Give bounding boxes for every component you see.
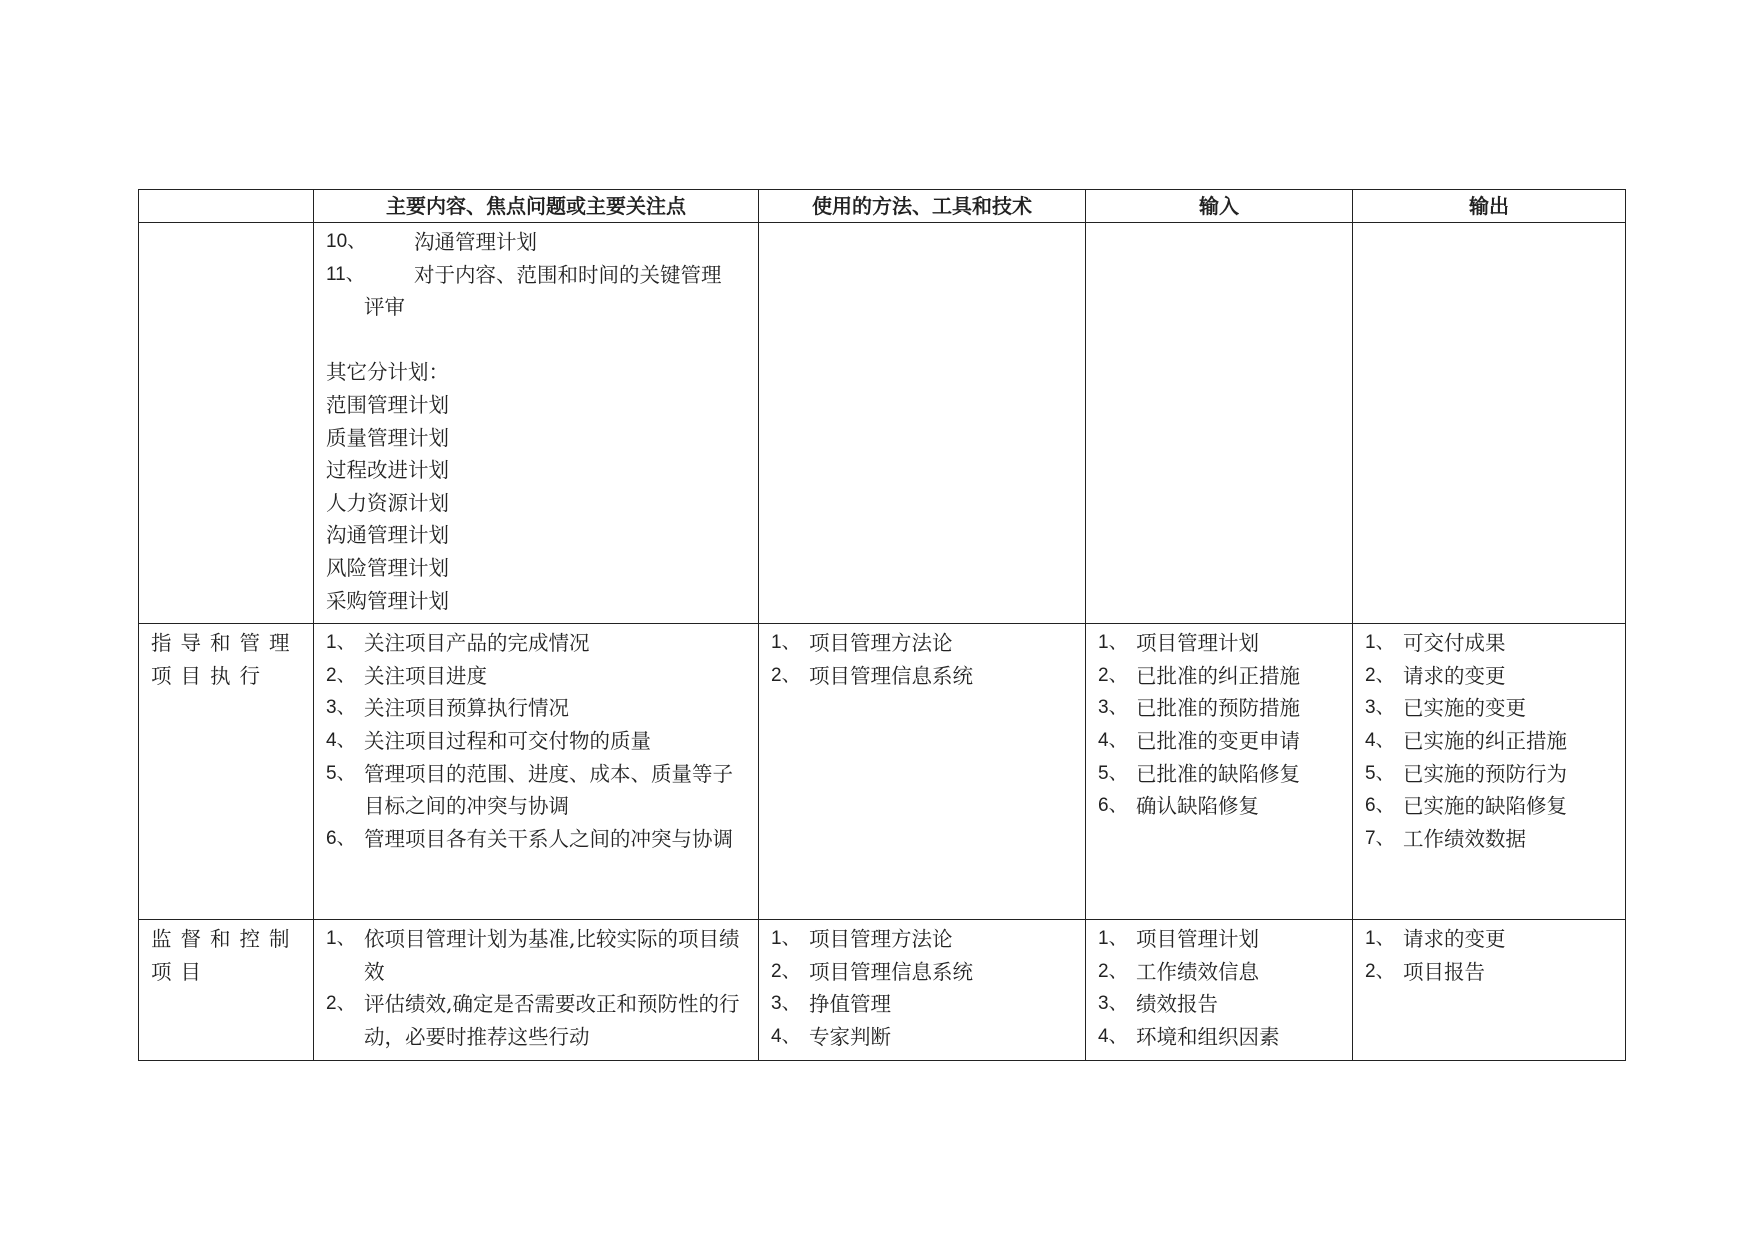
content-cell <box>314 223 759 624</box>
list-item <box>1365 627 1613 660</box>
plan-item: 过程改进计划 <box>326 458 449 483</box>
item-text: 评估绩效,确定是否需要改正和预防性的行动，必要时推荐这些行动 <box>364 992 740 1049</box>
list-item <box>326 627 746 660</box>
content-cell <box>314 920 759 1060</box>
list-item <box>771 627 1073 660</box>
item-number: 6、 <box>1098 795 1128 817</box>
plan-item: 采购管理计划 <box>326 588 449 613</box>
outputs-cell <box>1353 223 1626 624</box>
item-number: 2、 <box>1098 664 1128 686</box>
item-text: 绩效报告 <box>1136 992 1218 1017</box>
inputs-cell <box>1086 223 1353 624</box>
item-number: 3、 <box>326 697 356 719</box>
item-text: 可交付成果 <box>1403 631 1506 656</box>
item-number: 6、 <box>1365 795 1395 817</box>
item-text: 项目管理计划 <box>1136 927 1259 952</box>
item-number: 4、 <box>326 729 356 751</box>
item-text: 已实施的预防行为 <box>1403 761 1567 786</box>
row-label-cell <box>139 223 314 624</box>
list-item <box>771 988 1073 1021</box>
item-number: 1、 <box>771 928 801 950</box>
item-number: 3、 <box>1365 697 1395 719</box>
header-outputs: 输出 <box>1353 190 1626 223</box>
list-item <box>1098 790 1340 823</box>
list-item <box>771 923 1073 956</box>
list-item <box>1098 1021 1340 1054</box>
list-item <box>1098 627 1340 660</box>
list-item <box>1365 660 1613 693</box>
item-number: 2、 <box>326 993 356 1015</box>
list-item <box>1365 758 1613 791</box>
item-number: 3、 <box>1098 697 1128 719</box>
header-content: 主要内容、焦点问题或主要关注点 <box>314 190 759 223</box>
methods-cell <box>759 624 1086 920</box>
list-item <box>326 226 746 259</box>
item-number: 3、 <box>771 993 801 1015</box>
item-number: 1、 <box>771 632 801 654</box>
item-text: 工作绩效信息 <box>1136 959 1259 984</box>
row-label-cell <box>139 920 314 1060</box>
item-text: 管理项目的范围、进度、成本、质量等子目标之间的冲突与协调 <box>364 761 733 819</box>
item-text: 沟通管理计划 <box>414 230 537 254</box>
item-number: 11、 <box>326 263 365 285</box>
item-text: 请求的变更 <box>1403 927 1506 952</box>
header-blank <box>139 190 314 223</box>
item-text: 项目管理方法论 <box>809 927 953 952</box>
item-number: 6、 <box>326 827 356 849</box>
list-item <box>326 692 746 725</box>
item-number: 1、 <box>1098 632 1128 654</box>
header-inputs: 输入 <box>1086 190 1353 223</box>
item-text: 依项目管理计划为基准,比较实际的项目绩效 <box>364 927 740 984</box>
list-item <box>1365 790 1613 823</box>
item-text: 对于内容、范围和时间的关键管理 <box>414 262 722 287</box>
list-item <box>771 1021 1073 1054</box>
item-text: 环境和组织因素 <box>1136 1024 1280 1049</box>
list-item <box>771 956 1073 989</box>
table-row <box>139 223 1626 624</box>
methods-cell <box>759 223 1086 624</box>
item-text: 项目管理信息系统 <box>809 663 973 688</box>
item-number: 1、 <box>1365 928 1395 950</box>
table-row <box>139 920 1626 1060</box>
item-number: 4、 <box>771 1025 801 1047</box>
item-number: 4、 <box>1098 729 1128 751</box>
list-item <box>1365 923 1613 956</box>
item-text: 已批准的变更申请 <box>1136 728 1300 753</box>
item-number: 1、 <box>1098 928 1128 950</box>
list-item <box>326 725 746 758</box>
item-number: 2、 <box>1365 664 1395 686</box>
header-methods: 使用的方法、工具和技术 <box>759 190 1086 223</box>
item-text: 已批准的纠正措施 <box>1136 663 1300 688</box>
row-label: 监督和控制项目 <box>151 927 299 984</box>
plan-item: 人力资源计划 <box>326 490 449 515</box>
item-text: 项目管理信息系统 <box>809 959 973 984</box>
item-number: 1、 <box>326 632 356 654</box>
item-number: 2、 <box>1098 960 1128 982</box>
list-item <box>326 259 746 292</box>
item-number: 1、 <box>326 928 356 950</box>
item-text: 关注项目产品的完成情况 <box>364 631 590 656</box>
table-row <box>139 624 1626 920</box>
list-item <box>1098 660 1340 693</box>
list-item <box>326 988 746 1053</box>
list-item <box>1365 823 1613 856</box>
item-number: 5、 <box>326 762 356 784</box>
item-number: 5、 <box>1098 762 1128 784</box>
item-text: 项目管理计划 <box>1136 631 1259 656</box>
item-text: 项目报告 <box>1403 959 1485 984</box>
list-item <box>1098 956 1340 989</box>
item-text: 关注项目过程和可交付物的质量 <box>364 728 651 753</box>
list-item <box>1365 956 1613 989</box>
list-item <box>326 823 746 856</box>
item-text: 项目管理方法论 <box>809 631 953 656</box>
content-cell <box>314 624 759 920</box>
header-row <box>139 190 1626 223</box>
list-item <box>1098 725 1340 758</box>
list-item <box>326 923 746 988</box>
item-continuation: 评审 <box>364 295 405 320</box>
item-text: 已实施的纠正措施 <box>1403 728 1567 753</box>
item-number: 10、 <box>326 231 367 252</box>
list-item <box>771 660 1073 693</box>
item-number: 2、 <box>771 960 801 982</box>
item-text: 已实施的变更 <box>1403 696 1526 721</box>
item-number: 7、 <box>1365 827 1395 849</box>
list-item <box>1365 692 1613 725</box>
plan-item: 风险管理计划 <box>326 555 449 580</box>
item-text: 已批准的缺陷修复 <box>1136 761 1300 786</box>
list-item <box>1365 725 1613 758</box>
list-item <box>326 758 746 823</box>
process-table <box>138 189 1626 1061</box>
item-text: 专家判断 <box>809 1024 891 1049</box>
outputs-cell <box>1353 920 1626 1060</box>
row-label <box>139 223 313 232</box>
item-number: 2、 <box>771 664 801 686</box>
list-item <box>1098 923 1340 956</box>
list-item <box>326 660 746 693</box>
item-text: 挣值管理 <box>809 992 891 1017</box>
subheading: 其它分计划： <box>326 360 449 385</box>
item-number: 3、 <box>1098 993 1128 1015</box>
item-text: 确认缺陷修复 <box>1136 794 1259 819</box>
item-number: 1、 <box>1365 632 1395 654</box>
outputs-cell <box>1353 624 1626 920</box>
item-text: 关注项目预算执行情况 <box>364 696 569 721</box>
item-text: 工作绩效数据 <box>1403 826 1526 851</box>
plan-item: 沟通管理计划 <box>326 523 449 548</box>
item-number: 2、 <box>326 664 356 686</box>
item-text: 请求的变更 <box>1403 663 1506 688</box>
inputs-cell <box>1086 920 1353 1060</box>
list-item <box>1098 988 1340 1021</box>
item-number: 2、 <box>1365 960 1395 982</box>
item-text: 已批准的预防措施 <box>1136 696 1300 721</box>
row-label-cell <box>139 624 314 920</box>
item-text: 关注项目进度 <box>364 663 487 688</box>
inputs-cell <box>1086 624 1353 920</box>
item-text: 已实施的缺陷修复 <box>1403 794 1567 819</box>
item-text: 管理项目各有关干系人之间的冲突与协调 <box>364 826 733 851</box>
list-item <box>1098 692 1340 725</box>
row-label: 指导和管理项目执行 <box>151 631 299 688</box>
item-number: 4、 <box>1365 729 1395 751</box>
plan-item: 范围管理计划 <box>326 392 449 417</box>
item-number: 4、 <box>1098 1025 1128 1047</box>
list-item <box>1098 758 1340 791</box>
plan-item: 质量管理计划 <box>326 425 449 450</box>
item-number: 5、 <box>1365 762 1395 784</box>
methods-cell <box>759 920 1086 1060</box>
